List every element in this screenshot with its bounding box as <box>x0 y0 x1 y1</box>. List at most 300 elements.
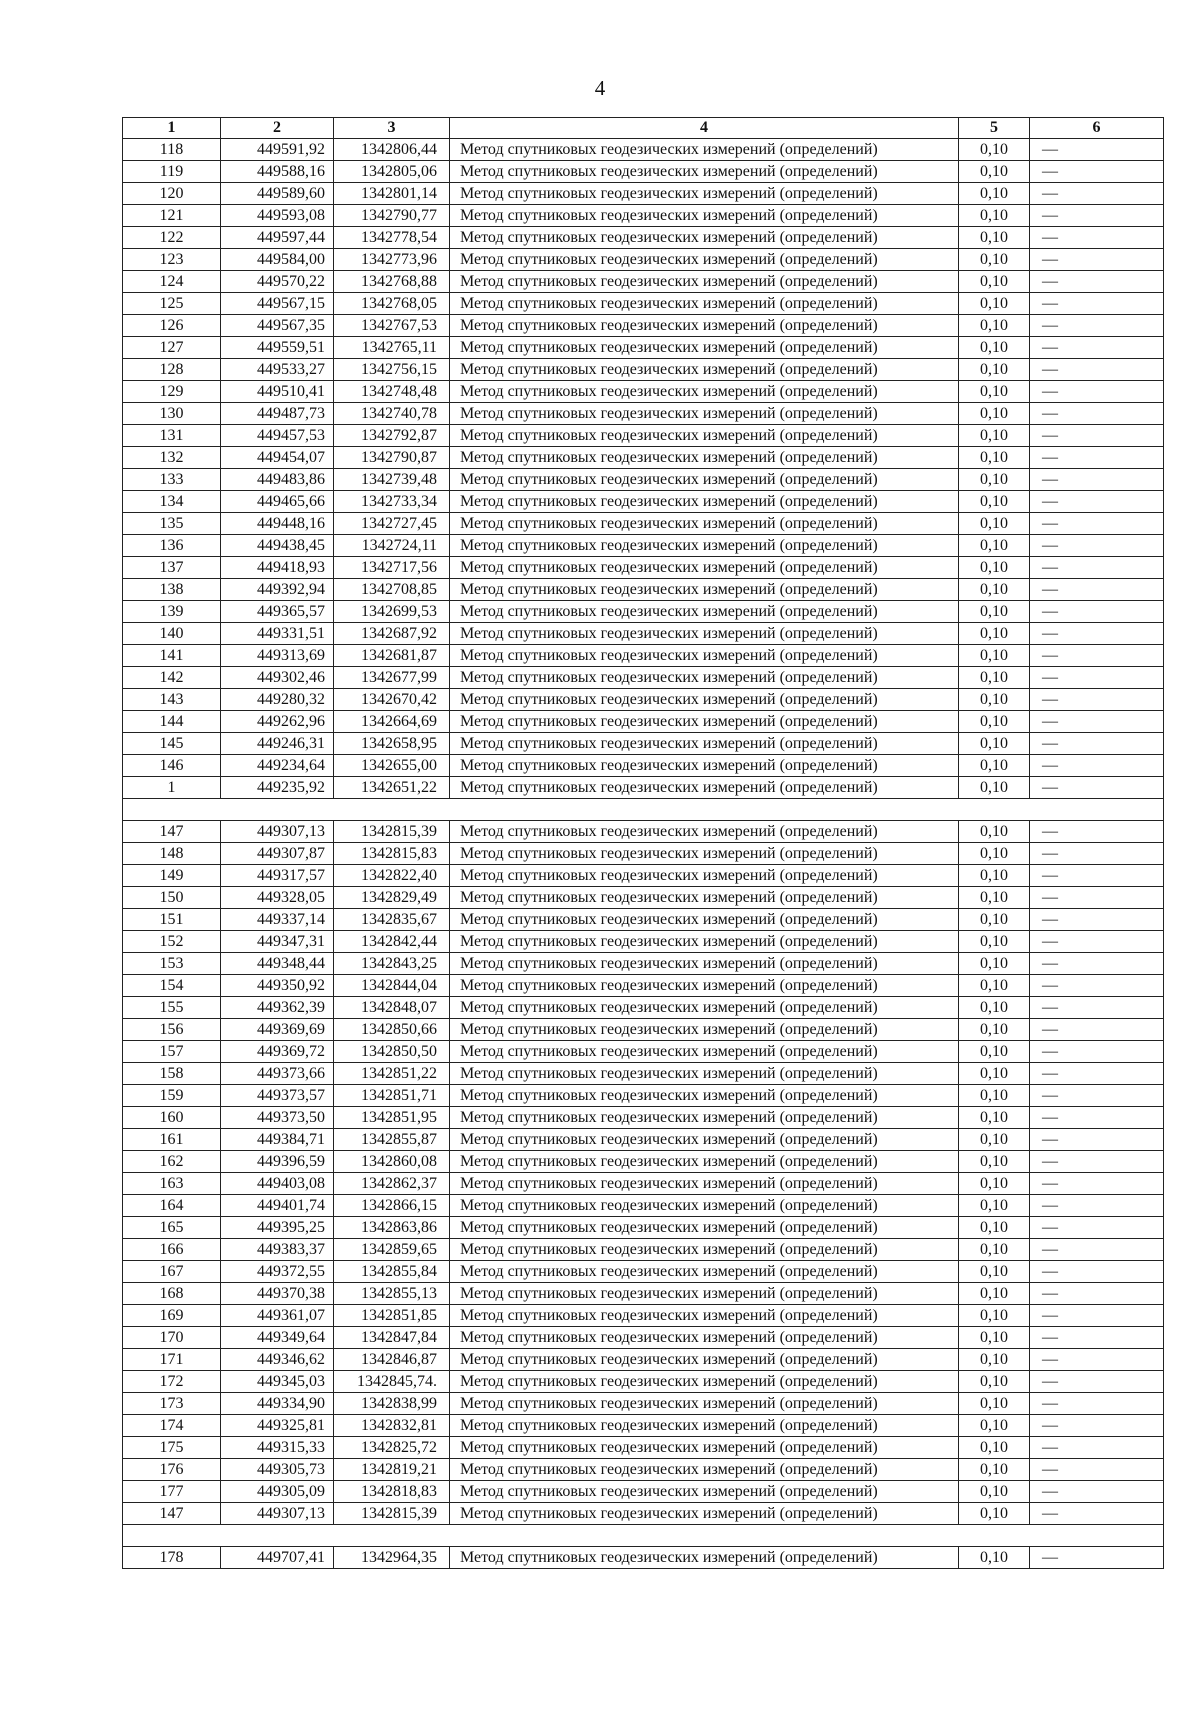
accuracy-cell: 0,10 <box>959 1481 1030 1503</box>
note-cell: — <box>1030 1283 1164 1305</box>
accuracy-cell: 0,10 <box>959 381 1030 403</box>
method-cell: Метод спутниковых геодезических измерений (определений) <box>450 711 959 733</box>
point-number: 125 <box>123 293 221 315</box>
coord-y: 1342860,08 <box>334 1151 450 1173</box>
method-cell: Метод спутниковых геодезических измерений (определений) <box>450 1415 959 1437</box>
point-number: 148 <box>123 843 221 865</box>
table-row <box>123 667 1164 689</box>
table-row <box>123 1283 1164 1305</box>
method-cell: Метод спутниковых геодезических измерений (определений) <box>450 381 959 403</box>
table-row <box>123 271 1164 293</box>
accuracy-cell: 0,10 <box>959 953 1030 975</box>
method-cell: Метод спутниковых геодезических измерений (определений) <box>450 403 959 425</box>
coord-x: 449593,08 <box>221 205 334 227</box>
point-number: 133 <box>123 469 221 491</box>
coord-y: 1342850,66 <box>334 1019 450 1041</box>
note-cell: — <box>1030 689 1164 711</box>
table-header <box>123 118 1164 139</box>
method-cell: Метод спутниковых геодезических измерений (определений) <box>450 579 959 601</box>
note-cell: — <box>1030 1481 1164 1503</box>
coord-x: 449418,93 <box>221 557 334 579</box>
coord-y: 1342717,56 <box>334 557 450 579</box>
note-cell: — <box>1030 337 1164 359</box>
method-cell: Метод спутниковых геодезических измерений (определений) <box>450 1503 959 1525</box>
coord-x: 449235,92 <box>221 777 334 799</box>
coord-x: 449533,27 <box>221 359 334 381</box>
note-cell: — <box>1030 843 1164 865</box>
method-cell: Метод спутниковых геодезических измерений (определений) <box>450 953 959 975</box>
table-row <box>123 1151 1164 1173</box>
table-row <box>123 1349 1164 1371</box>
accuracy-cell: 0,10 <box>959 1327 1030 1349</box>
coord-x: 449315,33 <box>221 1437 334 1459</box>
accuracy-cell: 0,10 <box>959 975 1030 997</box>
table-row <box>123 513 1164 535</box>
method-cell: Метод спутниковых геодезических измерений (определений) <box>450 601 959 623</box>
table-row <box>123 931 1164 953</box>
accuracy-cell: 0,10 <box>959 1371 1030 1393</box>
coord-x: 449567,35 <box>221 315 334 337</box>
accuracy-cell: 0,10 <box>959 821 1030 843</box>
table-row <box>123 1019 1164 1041</box>
coord-x: 449584,00 <box>221 249 334 271</box>
point-number: 157 <box>123 1041 221 1063</box>
note-cell: — <box>1030 579 1164 601</box>
method-cell: Метод спутниковых геодезических измерений (определений) <box>450 1437 959 1459</box>
coord-x: 449448,16 <box>221 513 334 535</box>
point-number: 164 <box>123 1195 221 1217</box>
coord-x: 449334,90 <box>221 1393 334 1415</box>
accuracy-cell: 0,10 <box>959 1239 1030 1261</box>
note-cell: — <box>1030 997 1164 1019</box>
note-cell: — <box>1030 1217 1164 1239</box>
method-cell: Метод спутниковых геодезических измерений (определений) <box>450 1063 959 1085</box>
method-cell: Метод спутниковых геодезических измерений (определений) <box>450 865 959 887</box>
table-row <box>123 579 1164 601</box>
accuracy-cell: 0,10 <box>959 755 1030 777</box>
coord-y: 1342835,67 <box>334 909 450 931</box>
coord-y: 1342866,15 <box>334 1195 450 1217</box>
coord-x: 449369,69 <box>221 1019 334 1041</box>
coord-x: 449454,07 <box>221 447 334 469</box>
coord-y: 1342825,72 <box>334 1437 450 1459</box>
note-cell: — <box>1030 1327 1164 1349</box>
table-row <box>123 1261 1164 1283</box>
coord-y: 1342655,00 <box>334 755 450 777</box>
accuracy-cell: 0,10 <box>959 909 1030 931</box>
note-cell: — <box>1030 645 1164 667</box>
note-cell: — <box>1030 865 1164 887</box>
accuracy-cell: 0,10 <box>959 733 1030 755</box>
table-row <box>123 403 1164 425</box>
accuracy-cell: 0,10 <box>959 843 1030 865</box>
method-cell: Метод спутниковых геодезических измерений (определений) <box>450 843 959 865</box>
table-row <box>123 1085 1164 1107</box>
accuracy-cell: 0,10 <box>959 1107 1030 1129</box>
table-row <box>123 1393 1164 1415</box>
coord-y: 1342815,39 <box>334 821 450 843</box>
table-row <box>123 249 1164 271</box>
coord-y: 1342768,88 <box>334 271 450 293</box>
method-cell: Метод спутниковых геодезических измерений (определений) <box>450 227 959 249</box>
table-row <box>123 447 1164 469</box>
coord-x: 449588,16 <box>221 161 334 183</box>
point-number: 122 <box>123 227 221 249</box>
coord-y: 1342739,48 <box>334 469 450 491</box>
accuracy-cell: 0,10 <box>959 271 1030 293</box>
coord-y: 1342842,44 <box>334 931 450 953</box>
contour-separator-row <box>123 799 1164 821</box>
accuracy-cell: 0,10 <box>959 1173 1030 1195</box>
method-cell: Метод спутниковых геодезических измерений (определений) <box>450 645 959 667</box>
table-row <box>123 1195 1164 1217</box>
note-cell: — <box>1030 975 1164 997</box>
method-cell: Метод спутниковых геодезических измерений (определений) <box>450 337 959 359</box>
coord-y: 1342670,42 <box>334 689 450 711</box>
point-number: 158 <box>123 1063 221 1085</box>
coord-y: 1342687,92 <box>334 623 450 645</box>
accuracy-cell: 0,10 <box>959 1195 1030 1217</box>
method-cell: Метод спутниковых геодезических измерений (определений) <box>450 1481 959 1503</box>
header-row <box>123 118 1164 139</box>
accuracy-cell: 0,10 <box>959 469 1030 491</box>
point-number: 123 <box>123 249 221 271</box>
method-cell: Метод спутниковых геодезических измерений (определений) <box>450 1151 959 1173</box>
note-cell: — <box>1030 821 1164 843</box>
coord-x: 449487,73 <box>221 403 334 425</box>
coord-x: 449305,09 <box>221 1481 334 1503</box>
coord-y: 1342815,39 <box>334 1503 450 1525</box>
table-row <box>123 1173 1164 1195</box>
method-cell: Метод спутниковых геодезических измерений (определений) <box>450 557 959 579</box>
coord-x: 449383,37 <box>221 1239 334 1261</box>
point-number: 175 <box>123 1437 221 1459</box>
table-row <box>123 1459 1164 1481</box>
coord-y: 1342792,87 <box>334 425 450 447</box>
method-cell: Метод спутниковых геодезических измерений (определений) <box>450 975 959 997</box>
table-row <box>123 1217 1164 1239</box>
coord-x: 449331,51 <box>221 623 334 645</box>
table-row <box>123 293 1164 315</box>
accuracy-cell: 0,10 <box>959 1041 1030 1063</box>
coord-y: 1342790,77 <box>334 205 450 227</box>
coord-y: 1342699,53 <box>334 601 450 623</box>
point-number: 128 <box>123 359 221 381</box>
accuracy-cell: 0,10 <box>959 1129 1030 1151</box>
point-number: 135 <box>123 513 221 535</box>
note-cell: — <box>1030 1503 1164 1525</box>
coord-y: 1342829,49 <box>334 887 450 909</box>
table-row <box>123 1437 1164 1459</box>
point-number: 165 <box>123 1217 221 1239</box>
note-cell: — <box>1030 403 1164 425</box>
note-cell: — <box>1030 227 1164 249</box>
point-number: 134 <box>123 491 221 513</box>
note-cell: — <box>1030 1019 1164 1041</box>
coord-x: 449457,53 <box>221 425 334 447</box>
coord-y: 1342651,22 <box>334 777 450 799</box>
point-number: 172 <box>123 1371 221 1393</box>
method-cell: Метод спутниковых геодезических измерений (определений) <box>450 271 959 293</box>
table-row <box>123 601 1164 623</box>
table-row <box>123 1107 1164 1129</box>
coord-y: 1342851,22 <box>334 1063 450 1085</box>
coord-y: 1342838,99 <box>334 1393 450 1415</box>
coord-y: 1342815,83 <box>334 843 450 865</box>
accuracy-cell: 0,10 <box>959 557 1030 579</box>
coord-x: 449396,59 <box>221 1151 334 1173</box>
accuracy-cell: 0,10 <box>959 1261 1030 1283</box>
method-cell: Метод спутниковых геодезических измерений (определений) <box>450 293 959 315</box>
note-cell: — <box>1030 1239 1164 1261</box>
coord-x: 449591,92 <box>221 139 334 161</box>
method-cell: Метод спутниковых геодезических измерений (определений) <box>450 161 959 183</box>
coord-y: 1342964,35 <box>334 1547 450 1569</box>
table-row <box>123 381 1164 403</box>
coord-y: 1342778,54 <box>334 227 450 249</box>
method-cell: Метод спутниковых геодезических измерений (определений) <box>450 315 959 337</box>
note-cell: — <box>1030 161 1164 183</box>
note-cell: — <box>1030 1173 1164 1195</box>
coord-y: 1342733,34 <box>334 491 450 513</box>
coord-y: 1342851,71 <box>334 1085 450 1107</box>
coord-x: 449361,07 <box>221 1305 334 1327</box>
note-cell: — <box>1030 1459 1164 1481</box>
note-cell: — <box>1030 271 1164 293</box>
coord-x: 449570,22 <box>221 271 334 293</box>
point-number: 132 <box>123 447 221 469</box>
table-row <box>123 337 1164 359</box>
point-number: 142 <box>123 667 221 689</box>
note-cell: — <box>1030 1085 1164 1107</box>
coord-y: 1342748,48 <box>334 381 450 403</box>
header-col-2: 2 <box>221 118 334 139</box>
coord-x: 449362,39 <box>221 997 334 1019</box>
table-row <box>123 689 1164 711</box>
point-number: 147 <box>123 821 221 843</box>
point-number: 146 <box>123 755 221 777</box>
coord-x: 449465,66 <box>221 491 334 513</box>
table-row <box>123 1481 1164 1503</box>
accuracy-cell: 0,10 <box>959 1217 1030 1239</box>
note-cell: — <box>1030 1437 1164 1459</box>
accuracy-cell: 0,10 <box>959 315 1030 337</box>
method-cell: Метод спутниковых геодезических измерений (определений) <box>450 733 959 755</box>
point-number: 144 <box>123 711 221 733</box>
method-cell: Метод спутниковых геодезических измерений (определений) <box>450 1349 959 1371</box>
point-number: 173 <box>123 1393 221 1415</box>
note-cell: — <box>1030 447 1164 469</box>
table-row <box>123 623 1164 645</box>
method-cell: Метод спутниковых геодезических измерений (определений) <box>450 821 959 843</box>
method-cell: Метод спутниковых геодезических измерений (определений) <box>450 689 959 711</box>
coord-y: 1342727,45 <box>334 513 450 535</box>
method-cell: Метод спутниковых геодезических измерений (определений) <box>450 997 959 1019</box>
note-cell: — <box>1030 205 1164 227</box>
note-cell: — <box>1030 601 1164 623</box>
method-cell: Метод спутниковых геодезических измерений (определений) <box>450 425 959 447</box>
coord-y: 1342805,06 <box>334 161 450 183</box>
accuracy-cell: 0,10 <box>959 623 1030 645</box>
point-number: 130 <box>123 403 221 425</box>
note-cell: — <box>1030 315 1164 337</box>
method-cell: Метод спутниковых геодезических измерений (определений) <box>450 139 959 161</box>
method-cell: Метод спутниковых геодезических измерений (определений) <box>450 1547 959 1569</box>
note-cell: — <box>1030 183 1164 205</box>
table-row <box>123 645 1164 667</box>
accuracy-cell: 0,10 <box>959 447 1030 469</box>
point-number: 159 <box>123 1085 221 1107</box>
point-number: 161 <box>123 1129 221 1151</box>
coord-x: 449372,55 <box>221 1261 334 1283</box>
coord-y: 1342773,96 <box>334 249 450 271</box>
table-row <box>123 755 1164 777</box>
point-number: 126 <box>123 315 221 337</box>
table-row <box>123 909 1164 931</box>
coord-x: 449370,38 <box>221 1283 334 1305</box>
coord-y: 1342708,85 <box>334 579 450 601</box>
note-cell: — <box>1030 667 1164 689</box>
table-row <box>123 1129 1164 1151</box>
table-row <box>123 997 1164 1019</box>
coord-y: 1342767,53 <box>334 315 450 337</box>
table-row <box>123 535 1164 557</box>
coord-x: 449392,94 <box>221 579 334 601</box>
table-row <box>123 865 1164 887</box>
accuracy-cell: 0,10 <box>959 491 1030 513</box>
coord-x: 449347,31 <box>221 931 334 953</box>
method-cell: Метод спутниковых геодезических измерений (определений) <box>450 1129 959 1151</box>
coord-y: 1342859,65 <box>334 1239 450 1261</box>
note-cell: — <box>1030 1107 1164 1129</box>
accuracy-cell: 0,10 <box>959 1305 1030 1327</box>
method-cell: Метод спутниковых геодезических измерений (определений) <box>450 1107 959 1129</box>
header-col-5: 5 <box>959 118 1030 139</box>
coord-y: 1342851,95 <box>334 1107 450 1129</box>
note-cell: — <box>1030 381 1164 403</box>
method-cell: Метод спутниковых геодезических измерений (определений) <box>450 1173 959 1195</box>
method-cell: Метод спутниковых геодезических измерений (определений) <box>450 931 959 953</box>
accuracy-cell: 0,10 <box>959 1415 1030 1437</box>
coord-x: 449307,13 <box>221 1503 334 1525</box>
coord-y: 1342851,85 <box>334 1305 450 1327</box>
accuracy-cell: 0,10 <box>959 1547 1030 1569</box>
point-number: 155 <box>123 997 221 1019</box>
note-cell: — <box>1030 1371 1164 1393</box>
point-number: 137 <box>123 557 221 579</box>
accuracy-cell: 0,10 <box>959 931 1030 953</box>
accuracy-cell: 0,10 <box>959 997 1030 1019</box>
coord-x: 449302,46 <box>221 667 334 689</box>
coord-y: 1342658,95 <box>334 733 450 755</box>
table-row <box>123 733 1164 755</box>
coord-x: 449395,25 <box>221 1217 334 1239</box>
table-row <box>123 1371 1164 1393</box>
point-number: 145 <box>123 733 221 755</box>
table-row <box>123 1503 1164 1525</box>
method-cell: Метод спутниковых геодезических измерений (определений) <box>450 1085 959 1107</box>
note-cell: — <box>1030 1063 1164 1085</box>
accuracy-cell: 0,10 <box>959 887 1030 909</box>
accuracy-cell: 0,10 <box>959 667 1030 689</box>
point-number: 168 <box>123 1283 221 1305</box>
point-number: 154 <box>123 975 221 997</box>
point-number: 160 <box>123 1107 221 1129</box>
accuracy-cell: 0,10 <box>959 359 1030 381</box>
table-row <box>123 975 1164 997</box>
coord-x: 449234,64 <box>221 755 334 777</box>
coord-x: 449246,31 <box>221 733 334 755</box>
point-number: 167 <box>123 1261 221 1283</box>
table-row <box>123 205 1164 227</box>
coord-y: 1342832,81 <box>334 1415 450 1437</box>
method-cell: Метод спутниковых геодезических измерений (определений) <box>450 1459 959 1481</box>
coord-y: 1342855,87 <box>334 1129 450 1151</box>
method-cell: Метод спутниковых геодезических измерений (определений) <box>450 249 959 271</box>
table-row <box>123 359 1164 381</box>
coord-y: 1342862,37 <box>334 1173 450 1195</box>
note-cell: — <box>1030 513 1164 535</box>
method-cell: Метод спутниковых геодезических измерений (определений) <box>450 1305 959 1327</box>
method-cell: Метод спутниковых геодезических измерений (определений) <box>450 205 959 227</box>
coord-y: 1342806,44 <box>334 139 450 161</box>
table-row <box>123 777 1164 799</box>
point-number: 162 <box>123 1151 221 1173</box>
coord-x: 449438,45 <box>221 535 334 557</box>
method-cell: Метод спутниковых геодезических измерений (определений) <box>450 1283 959 1305</box>
note-cell: — <box>1030 425 1164 447</box>
accuracy-cell: 0,10 <box>959 1393 1030 1415</box>
point-number: 150 <box>123 887 221 909</box>
accuracy-cell: 0,10 <box>959 205 1030 227</box>
coord-y: 1342818,83 <box>334 1481 450 1503</box>
table-row <box>123 227 1164 249</box>
accuracy-cell: 0,10 <box>959 249 1030 271</box>
coord-y: 1342681,87 <box>334 645 450 667</box>
note-cell: — <box>1030 777 1164 799</box>
point-number: 176 <box>123 1459 221 1481</box>
method-cell: Метод спутниковых геодезических измерений (определений) <box>450 1393 959 1415</box>
method-cell: Метод спутниковых геодезических измерений (определений) <box>450 1195 959 1217</box>
method-cell: Метод спутниковых геодезических измерений (определений) <box>450 1041 959 1063</box>
coord-x: 449365,57 <box>221 601 334 623</box>
accuracy-cell: 0,10 <box>959 1151 1030 1173</box>
coord-x: 449307,13 <box>221 821 334 843</box>
coord-y: 1342843,25 <box>334 953 450 975</box>
coord-x: 449325,81 <box>221 1415 334 1437</box>
point-number: 152 <box>123 931 221 953</box>
table-row <box>123 1547 1164 1569</box>
note-cell: — <box>1030 557 1164 579</box>
note-cell: — <box>1030 491 1164 513</box>
note-cell: — <box>1030 711 1164 733</box>
method-cell: Метод спутниковых геодезических измерений (определений) <box>450 667 959 689</box>
accuracy-cell: 0,10 <box>959 579 1030 601</box>
point-number: 177 <box>123 1481 221 1503</box>
note-cell: — <box>1030 469 1164 491</box>
accuracy-cell: 0,10 <box>959 689 1030 711</box>
note-cell: — <box>1030 755 1164 777</box>
coord-x: 449348,44 <box>221 953 334 975</box>
coord-y: 1342850,50 <box>334 1041 450 1063</box>
point-number: 138 <box>123 579 221 601</box>
coord-x: 449262,96 <box>221 711 334 733</box>
method-cell: Метод спутниковых геодезических измерений (определений) <box>450 1217 959 1239</box>
coord-x: 449483,86 <box>221 469 334 491</box>
note-cell: — <box>1030 1129 1164 1151</box>
accuracy-cell: 0,10 <box>959 601 1030 623</box>
point-number: 140 <box>123 623 221 645</box>
